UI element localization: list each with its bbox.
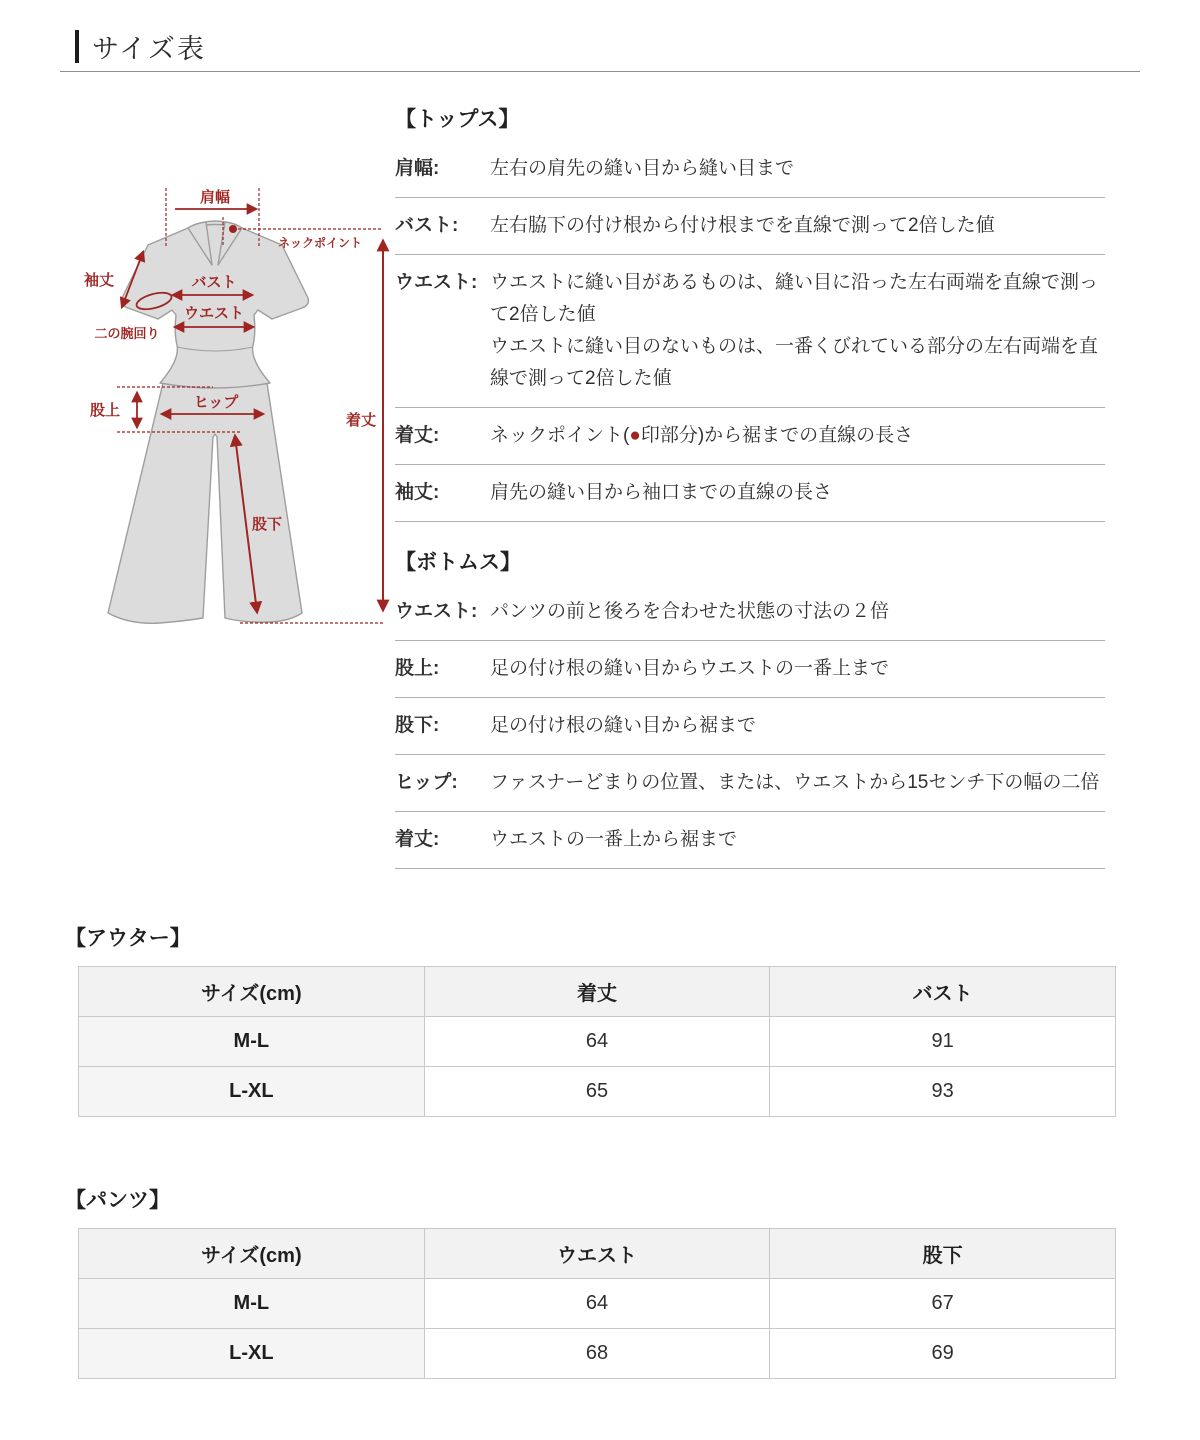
definition-row-inseam <box>395 698 1105 755</box>
column-header-bust: バスト <box>770 967 1116 1017</box>
definition-term: 着丈: <box>395 829 440 850</box>
outer-table-section <box>65 922 1130 1117</box>
definition-term: 股上: <box>395 658 440 679</box>
garment-length-label: 着丈 <box>345 412 377 429</box>
row-size-label: M-L <box>79 1017 425 1067</box>
definition-row-shoulder <box>395 141 1105 198</box>
sleeve-length-label: 袖丈 <box>83 272 115 289</box>
table-row <box>79 1067 1116 1117</box>
definition-term: ヒップ: <box>395 772 458 793</box>
table-row <box>79 1329 1116 1379</box>
definition-desc: 足の付け根の縫い目からウエストの一番上まで <box>490 658 890 679</box>
bust-label: バスト <box>191 274 237 291</box>
pants-table-heading: 【パンツ】 <box>65 1189 170 1212</box>
column-header-size: サイズ(cm) <box>79 967 425 1017</box>
definition-row-length-tops <box>395 408 1105 465</box>
upper-arm-label: 二の腕回り <box>94 326 160 341</box>
definition-desc: 左右脇下の付け根から付け根までを直線で測って2倍した値 <box>490 215 995 236</box>
definition-row-sleeve <box>395 465 1105 522</box>
neck-point-label: ネックポイント <box>277 236 363 250</box>
cell-bust: 93 <box>770 1067 1116 1117</box>
cell-length: 64 <box>424 1017 770 1067</box>
definition-row-bust <box>395 198 1105 255</box>
waist-desc-seamed: ウエストに縫い目があるものは、縫い目に沿った左右両端を直線で測って2倍した値 <box>490 272 1099 325</box>
table-header-row <box>79 1229 1116 1279</box>
definition-term: 袖丈: <box>395 482 440 503</box>
shoulder-width-label: 肩幅 <box>199 189 231 206</box>
length-desc-post: 印部分)から裾までの直線の長さ <box>640 425 914 446</box>
row-size-label: M-L <box>79 1279 425 1329</box>
pants-size-table <box>78 1228 1116 1379</box>
measurement-diagram <box>60 155 405 670</box>
definition-desc: ウエストの一番上から裾まで <box>490 829 738 850</box>
inseam-label: 股下 <box>251 516 283 533</box>
definition-desc: 左右の肩先の縫い目から縫い目まで <box>490 158 795 179</box>
page-header <box>75 27 206 66</box>
definition-term: ウエスト: <box>395 601 478 622</box>
table-row <box>79 1279 1116 1329</box>
column-header-length: 着丈 <box>424 967 770 1017</box>
definition-row-rise <box>395 641 1105 698</box>
definition-row-hip <box>395 755 1105 812</box>
hip-label: ヒップ <box>193 394 239 411</box>
measurement-definitions <box>395 103 1105 869</box>
title-accent-bar <box>75 30 79 63</box>
definition-row-waist-tops <box>395 255 1105 408</box>
cell-length: 65 <box>424 1067 770 1117</box>
definition-desc: パンツの前と後ろを合わせた状態の寸法の２倍 <box>490 601 890 622</box>
definition-term: 肩幅: <box>395 158 440 179</box>
cell-waist: 64 <box>424 1279 770 1329</box>
definition-desc: 肩先の縫い目から袖口までの直線の長さ <box>490 482 833 503</box>
definition-desc <box>490 267 1105 395</box>
pants-table-section <box>65 1184 1130 1379</box>
outer-table-heading: 【アウター】 <box>65 927 191 950</box>
definition-row-length-bottoms <box>395 812 1105 869</box>
definition-desc: ファスナーどまりの位置、または、ウエストから15センチ下の幅の二倍 <box>490 772 1100 793</box>
cell-waist: 68 <box>424 1329 770 1379</box>
cell-bust: 91 <box>770 1017 1116 1067</box>
definition-row-waist-bottoms <box>395 584 1105 641</box>
definition-term: バスト: <box>395 215 459 236</box>
row-size-label: L-XL <box>79 1329 425 1379</box>
waist-label: ウエスト <box>183 305 245 322</box>
waist-desc-unseamed: ウエストに縫い目のないものは、一番くびれている部分の左右両端を直線で測って2倍した値 <box>490 336 1099 389</box>
column-header-inseam: 股下 <box>770 1229 1116 1279</box>
tops-section-heading: 【トップス】 <box>395 108 520 131</box>
page-title: サイズ表 <box>92 34 206 64</box>
header-divider <box>60 71 1140 72</box>
definition-desc <box>490 420 1105 452</box>
neck-point-dot-inline: ● <box>629 425 641 446</box>
cell-inseam: 69 <box>770 1329 1116 1379</box>
definition-term: ウエスト: <box>395 272 478 293</box>
outer-size-table <box>78 966 1116 1117</box>
column-header-size: サイズ(cm) <box>79 1229 425 1279</box>
table-header-row <box>79 967 1116 1017</box>
definition-term: 着丈: <box>395 425 440 446</box>
cell-inseam: 67 <box>770 1279 1116 1329</box>
row-size-label: L-XL <box>79 1067 425 1117</box>
column-header-waist: ウエスト <box>424 1229 770 1279</box>
bottoms-section-heading: 【ボトムス】 <box>395 551 521 574</box>
definition-term: 股下: <box>395 715 440 736</box>
table-row <box>79 1017 1116 1067</box>
definition-desc: 足の付け根の縫い目から裾まで <box>490 715 757 736</box>
neck-point-dot <box>229 225 237 233</box>
size-diagram-svg <box>60 155 405 670</box>
length-desc-pre: ネックポイント( <box>490 425 630 446</box>
rise-label: 股上 <box>89 402 121 419</box>
